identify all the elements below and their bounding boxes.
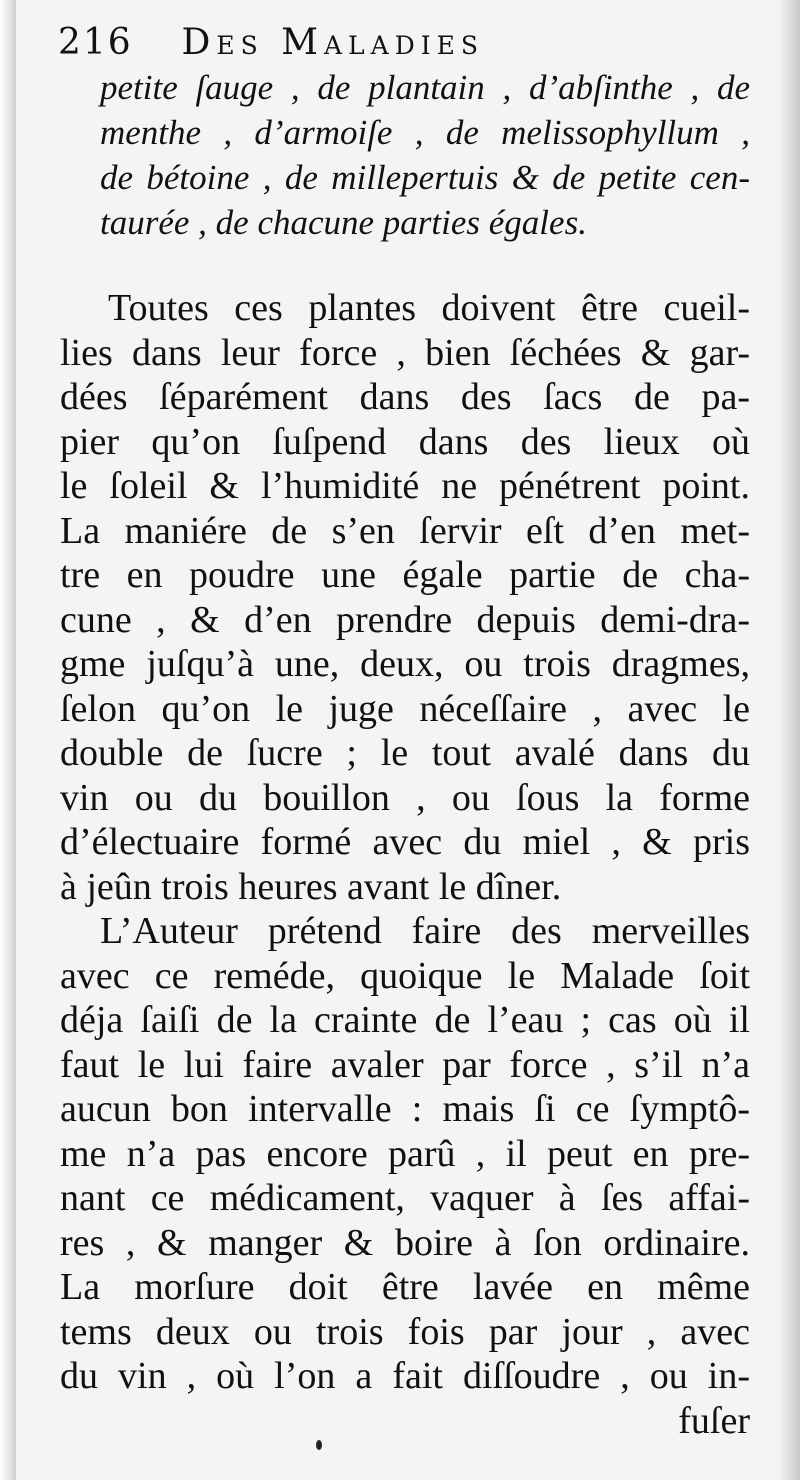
text-line: d’électuaire formé avec du miel , & pris xyxy=(60,821,750,863)
italic-paragraph xyxy=(100,68,750,248)
page-header xyxy=(58,22,758,72)
page-left-edge xyxy=(0,0,16,1480)
text-line: à jeûn trois heures avant le dîner. xyxy=(60,865,562,908)
text-line: menthe , d’armoiſe , de melissophyllum , xyxy=(100,113,750,152)
text-line: lies dans leur force , bien ſéchées & gar- xyxy=(60,331,750,374)
text-line: déja ſaiſi de la crainte de l’eau ; cas où il xyxy=(60,999,750,1041)
text-line: Toutes ces plantes doivent être cueil- xyxy=(108,287,750,329)
text-line: nant ce médicament, vaquer à ſes affai- xyxy=(60,1177,750,1219)
text-line: L’Auteur prétend faire des merveilles xyxy=(100,910,750,952)
text-line: le ſoleil & l’humidité ne pénétrent point. xyxy=(60,465,750,507)
text-line: fuſer xyxy=(678,1399,750,1442)
text-line: du vin , où l’on a fait diſſoudre , ou in- xyxy=(60,1355,750,1397)
page-right-edge xyxy=(778,0,800,1480)
text-line: taurée , de chacune parties égales. xyxy=(100,203,587,242)
running-title: Des Maladies xyxy=(181,22,485,63)
ink-spot xyxy=(316,1440,322,1450)
text-line: aucun bon intervalle : mais ſi ce ſymptô- xyxy=(60,1088,750,1130)
text-line: res , & manger & boire à ſon ordinaire. xyxy=(60,1221,750,1264)
text-line: de bétoine , de millepertuis & de petite cen- xyxy=(100,158,750,197)
text-line: La morſure doit être lavée en même xyxy=(60,1266,750,1308)
text-line: vin ou du bouillon , ou ſous la forme xyxy=(60,776,750,819)
text-line: ſelon qu’on le juge néceſſaire , avec le xyxy=(60,687,750,730)
text-line: tems deux ou trois fois par jour , avec xyxy=(60,1310,750,1353)
text-line: gme juſqu’à une, deux, ou trois dragmes, xyxy=(60,643,750,685)
text-line: avec ce reméde, quoique le Malade ſoit xyxy=(60,954,750,997)
text-line: faut le lui faire avaler par force , s’il n’a xyxy=(60,1043,750,1086)
text-line: cune , & d’en prendre depuis demi-dra- xyxy=(60,598,750,641)
text-line: me n’a pas encore parû , il peut en pre- xyxy=(60,1132,750,1175)
text-line: pier qu’on ſuſpend dans des lieux où xyxy=(60,420,750,463)
text-line: La maniére de s’en ſervir eſt d’en met- xyxy=(60,509,750,552)
main-paragraph xyxy=(60,286,750,1456)
text-line: dées ſéparément dans des ſacs de pa- xyxy=(60,376,750,418)
text-line: double de ſucre ; le tout avalé dans du xyxy=(60,732,750,774)
page-number: 216 xyxy=(58,22,133,63)
text-line: petite ſauge , de plantain , d’abſinthe , de xyxy=(100,68,750,107)
text-line: tre en poudre une égale partie de cha- xyxy=(60,554,750,596)
